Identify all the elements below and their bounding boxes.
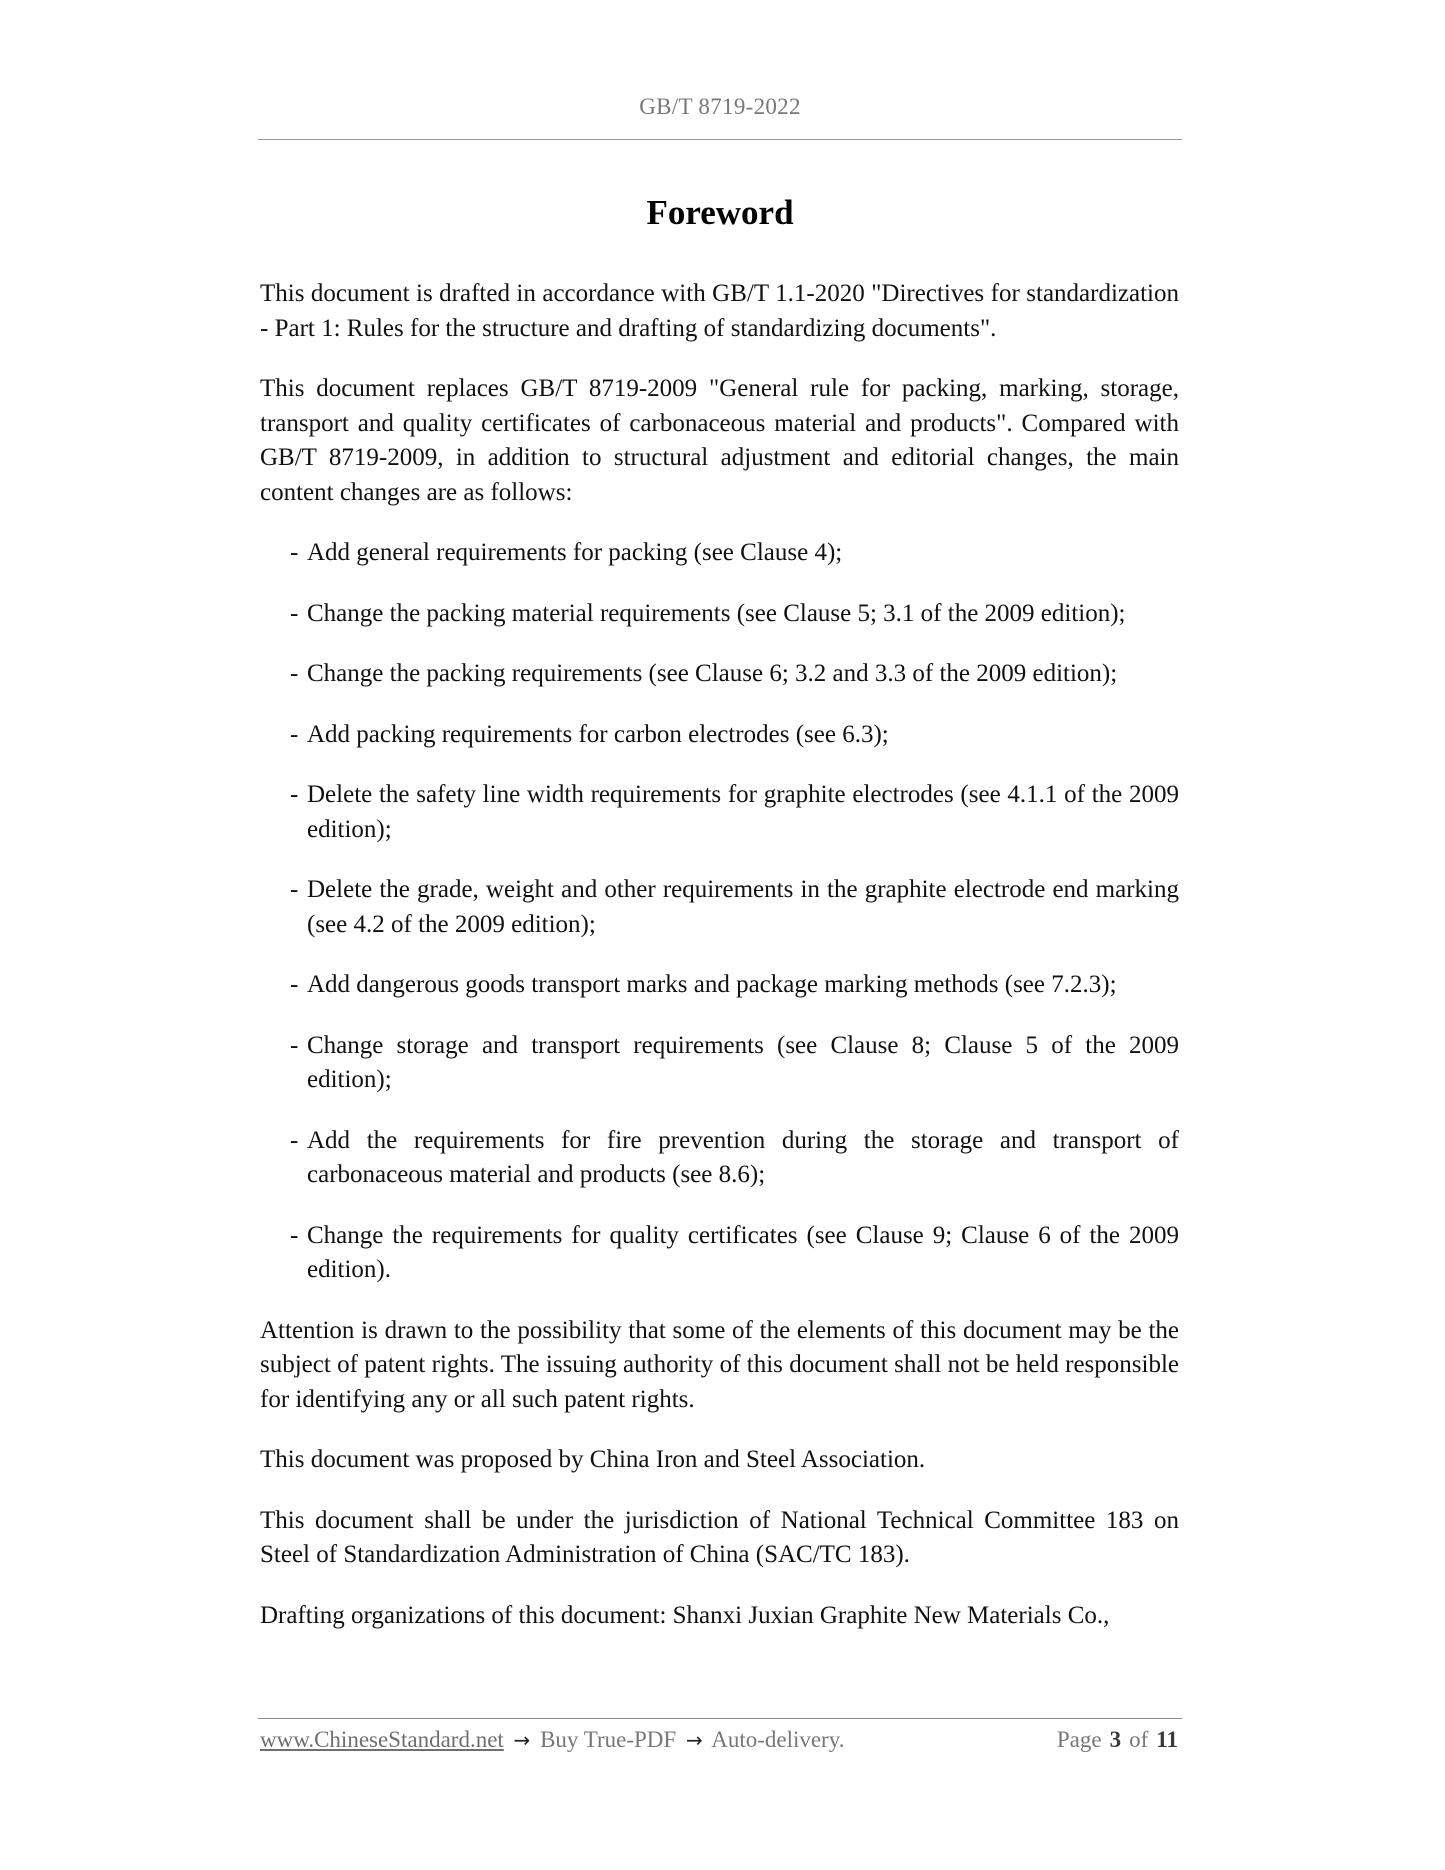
paragraph-drafting-basis: This document is drafted in accordance with GB/T 1.1-2020 "Directives for standardization - Part 1: Rules for the structure and drafting of standardizing documents".: [260, 280, 1179, 342]
list-item-text: Delete the safety line width requirements for graphite electrodes (see 4.1.1 of the 2009 edition);: [307, 781, 1179, 843]
running-header: GB/T 8719-2022: [639, 94, 801, 119]
list-item: [260, 657, 1179, 692]
list-item-text: Change the requirements for quality certificates (see Clause 9; Clause 6 of the 2009 edition).: [307, 1221, 1179, 1283]
page-label: Page: [1056, 1727, 1102, 1752]
paragraph-drafting-organizations: Drafting organizations of this document: Shanxi Juxian Graphite New Materials Co.,: [260, 1601, 1110, 1629]
list-item-text: Change storage and transport requirements (see Clause 8; Clause 5 of the 2009 edition);: [307, 1031, 1179, 1093]
page-total: 11: [1156, 1727, 1178, 1752]
paragraph-replacement-note: This document replaces GB/T 8719-2009 "General rule for packing, marking, storage, transport and quality certificates of carbonaceous material and products". Compared with GB/T 8719-2009, in addition to structural adjustment and editorial changes, the main content changes are as follows:: [260, 375, 1179, 506]
page-number: [1057, 1727, 1178, 1753]
list-dash: -: [290, 781, 299, 808]
list-dash: -: [290, 660, 299, 687]
auto-delivery-text: Auto-delivery.: [711, 1727, 845, 1752]
page-title: Foreword: [646, 193, 794, 232]
footer-promo: [260, 1727, 844, 1753]
list-item: [260, 536, 1179, 571]
list-item-text: Change the packing material requirements (see Clause 5; 3.1 of the 2009 edition);: [307, 599, 1126, 627]
list-item-text: Add the requirements for fire prevention during the storage and transport of carbonaceous material and products (see 8.6);: [307, 1126, 1179, 1188]
page-current: 3: [1109, 1727, 1122, 1752]
list-dash: -: [290, 539, 299, 566]
paragraph-jurisdiction: This document shall be under the jurisdiction of National Technical Committee 183 on Steel of Standardization Administration of China (SAC/TC 183).: [260, 1506, 1179, 1568]
list-item-text: Add general requirements for packing (see Clause 4);: [307, 539, 843, 566]
list-item: [260, 1219, 1179, 1288]
footer-divider: [258, 1718, 1182, 1719]
site-link[interactable]: www.ChineseStandard.net: [260, 1727, 504, 1752]
list-dash: -: [290, 1031, 299, 1059]
list-item: [260, 718, 1179, 753]
header-divider: [258, 139, 1182, 140]
arrow-right-icon: →: [685, 1728, 703, 1752]
list-item: [260, 968, 1179, 1003]
list-dash: -: [290, 599, 299, 627]
list-item-text: Add packing requirements for carbon electrodes (see 6.3);: [307, 720, 889, 748]
list-item: [260, 1124, 1179, 1193]
paragraph-proposed-by: This document was proposed by China Iron and Steel Association.: [260, 1446, 926, 1473]
list-dash: -: [290, 720, 299, 748]
list-item-text: Change the packing requirements (see Clause 6; 3.2 and 3.3 of the 2009 edition);: [307, 660, 1118, 687]
changes-list: [260, 536, 1179, 1288]
list-dash: -: [290, 1221, 299, 1249]
list-item-text: Delete the grade, weight and other requirements in the graphite electrode end marking (see 4.2 of the 2009 edition);: [307, 876, 1179, 938]
buy-pdf-text: Buy True-PDF: [540, 1727, 677, 1752]
list-dash: -: [290, 1126, 299, 1154]
foreword-body: [260, 277, 1179, 1659]
arrow-right-icon: →: [513, 1728, 531, 1752]
list-item-text: Add dangerous goods transport marks and package marking methods (see 7.2.3);: [307, 971, 1117, 998]
list-dash: -: [290, 971, 299, 998]
list-item: [260, 1029, 1179, 1098]
list-item: [260, 597, 1179, 632]
paragraph-patent-notice: Attention is drawn to the possibility that some of the elements of this document may be the subject of patent rights. The issuing authority of this document shall not be held responsible for identifying any or all such patent rights.: [260, 1316, 1179, 1413]
list-item: [260, 873, 1179, 942]
of-label: of: [1129, 1727, 1149, 1752]
list-dash: -: [290, 876, 299, 903]
list-item: [260, 778, 1179, 847]
